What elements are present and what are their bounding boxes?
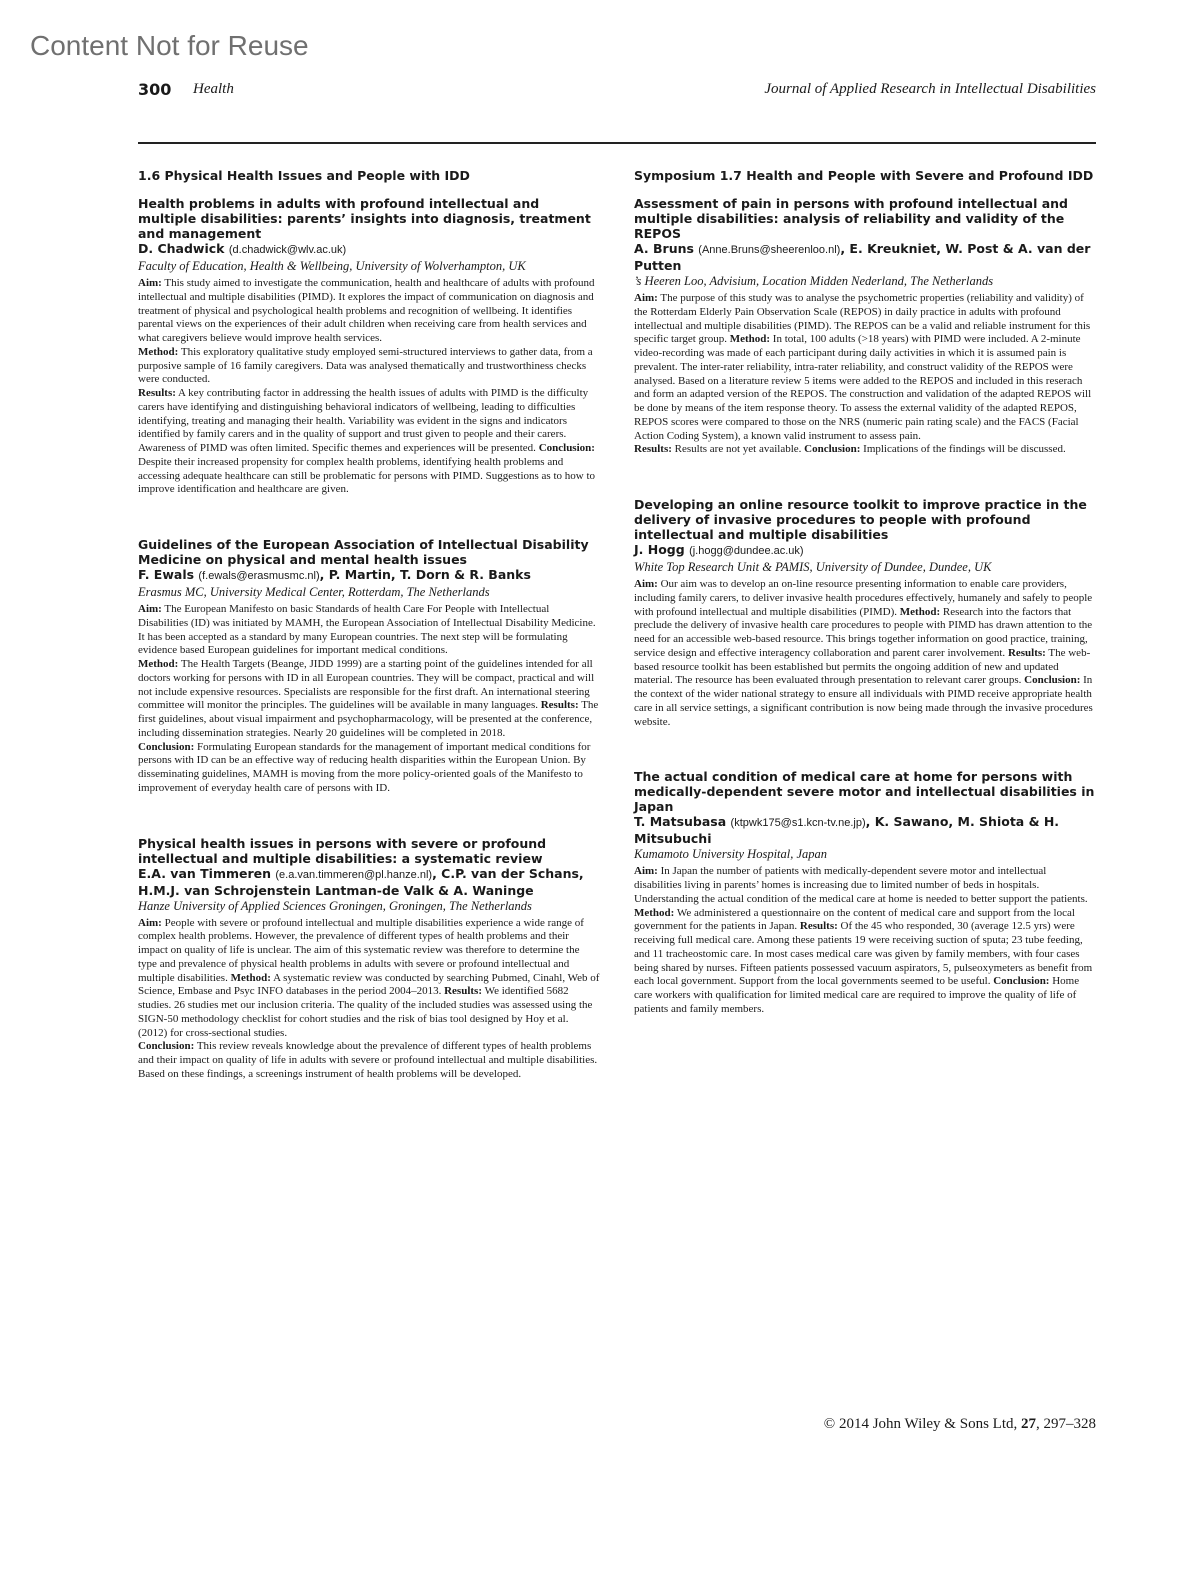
method-text: This exploratory qualitative study employed semi-structured interviews to gather data, from a purposive sample of 16 family caregivers. Data was analysed thematically and trustworthiness checks were conducted. xyxy=(138,345,593,386)
aim-text: The purpose of this study was to analyse the psychometric properties (reliability and validity) of the Rotterdam Elderly Pain Observation Scale (REPOS) in daily practice in adults with profound intellectual and multiple disabilities (PIMD). The REPOS can be a valid and reliable instrument for this specific target group. xyxy=(634,292,1091,346)
abstract-title: Health problems in adults with profound intellectual and multiple disabilities: parents’ insights into diagnosis, treatment and management xyxy=(138,196,591,241)
authors xyxy=(138,567,600,584)
aim-label: Aim: xyxy=(634,865,658,878)
results-label: Results: xyxy=(138,387,176,399)
aim-label: Aim: xyxy=(138,916,162,929)
method-label: Method: xyxy=(729,333,771,346)
results-label: Results: xyxy=(444,985,482,998)
affiliation: Hanze University of Applied Sciences Groningen, Groningen, The Netherlands xyxy=(138,898,532,913)
results-label: Results: xyxy=(634,443,672,456)
aim-label: Aim: xyxy=(634,292,658,304)
running-head-section: Health xyxy=(193,81,234,97)
results-label: Results: xyxy=(799,920,838,933)
affiliation: ’s Heeren Loo, Advisium, Location Midden Nederland, The Netherlands xyxy=(634,274,994,288)
results-text: Of the 45 who responded, 30 (average 12.5 yrs) were receiving full medical care. Among these patients 19 were receiving suction of sputa; 23 tube feeding, and 11 tracheostomic care. In most cases medical care was given by family members, with four cases being shared by nurses. Fifteen patients possessed vacuum aspirators, 5, pulseoxymeters as benefit from each local government. Support from the local governments seemed to be useful. xyxy=(634,920,1093,988)
results-text: Results are not yet available. xyxy=(674,443,802,456)
abstract-title: Developing an online resource toolkit to improve practice in the delivery of invasive procedures to people with profound intellectual and multiple disabilities xyxy=(634,497,1087,542)
abstract-bruns xyxy=(634,196,1096,457)
abstract-ewals xyxy=(138,537,600,796)
aim-text: In Japan the number of patients with medically-dependent severe motor and intellectual disabilities living in parents’ homes is increasing due to limited number of beds in hospitals. Understanding the actual condition of the medical care at home is needed to better support the patients. xyxy=(634,865,1088,905)
conclusion-label: Conclusion: xyxy=(993,975,1050,988)
conclusion-label: Conclusion: xyxy=(804,443,861,456)
affiliation: Faculty of Education, Health & Wellbeing, University of Wolverhampton, UK xyxy=(138,259,526,273)
abstract-body xyxy=(634,865,1096,1016)
conclusion-text: In the context of the wider national strategy to ensure all individuals with PIMD receive appropriate health care in all service settings, a significant contribution is now being made through the invasive procedures website. xyxy=(634,674,1093,728)
conclusion-text: Despite their increased propensity for complex health problems, identifying health problems and accessing adequate healthcare can still be problematic for persons with PIMD. Suggestions as to how to improve identification and healthcare are given. xyxy=(138,455,595,496)
abstract-body xyxy=(634,292,1096,457)
abstract-title: Guidelines of the European Association of Intellectual Disability Medicine on physical and mental health issues xyxy=(138,537,589,567)
method-text: Research into the factors that preclude the delivery of invasive health care procedures to people with PIMD has drawn attention to the need for an accessible web-based resource. This brings together information on good practice, training, service design and effective interagency collaboration and parent carer involvement. xyxy=(634,605,1093,659)
conclusion-text: Home care workers with qualification for limited medical care are required to improve the quality of life of patients and family members. xyxy=(634,975,1080,1015)
copyright-text: © 2014 John Wiley & Sons Ltd, xyxy=(823,1416,1018,1432)
aim-text: Our aim was to develop an on-line resource presenting information to enable care providers, including family carers, to deliver invasive health procedures effectively, humanely and safely to people with profound intellectual and multiple disabilities (PIMD). xyxy=(634,578,1093,618)
author-email[interactable]: (d.chadwick@wlv.ac.uk) xyxy=(228,244,347,256)
results-text: We identified 5682 studies. 26 studies met our inclusion criteria. The quality of the included studies was assessed using the SIGN-50 methodology checklist for cohort studies and the risk of bias tool designed by Hoy et al. (2012) for cross-sectional studies. xyxy=(138,985,593,1039)
aim-text: People with severe or profound intellectual and multiple disabilities experience a wide range of complex health problems. However, the prevalence of different types of health problems and their impact on quality of life is unclear. The aim of this systematic review was therefore to determine the type and prevalence of physical health problems in adults with severe or profound intellectual and multiple disabilities. xyxy=(138,916,584,984)
results-label: Results: xyxy=(540,699,579,712)
abstract-body xyxy=(138,603,600,796)
author-email[interactable]: (j.hogg@dundee.ac.uk) xyxy=(689,545,804,557)
authors xyxy=(634,542,1096,559)
abstract-van-timmeren xyxy=(138,836,600,1082)
method-text: The Health Targets (Beange, JIDD 1999) are a starting point of the guidelines intended for all doctors working for persons with ID in all European countries. They will be compact, practical and will not include expensive resources. Specialists are responsible for the first draft. An international steering committee will monitor the principles. The guidelines will be available in many languages. xyxy=(138,658,595,712)
method-text: A systematic review was conducted by searching Pubmed, Cinahl, Web of Science, Embase and Psyc INFO databases in the period 2004–2013. xyxy=(138,971,600,998)
abstract-title: Physical health issues in persons with severe or profound intellectual and multiple disabilities: a systematic review xyxy=(138,835,547,866)
other-authors: , K. Sawano, M. Shiota & H. Mitsubuchi xyxy=(634,814,1060,847)
results-text: The web-based resource toolkit has been established but permits the ongoing addition of new and updated material. The resource has been evaluated through presentation to relevant carer groups. xyxy=(634,646,1091,687)
conclusion-text: This review reveals knowledge about the prevalence of different types of health problems and their impact on quality of life in adults with severe or profound intellectual and multiple disabilities. Based on these findings, a screenings instrument of health problems will be developed. xyxy=(138,1040,598,1080)
results-text: The first guidelines, about visual impairment and psychopharmacology, will be presented at the conference, including dissemination strategies. Nearly 20 guidelines will be completed in 2018. xyxy=(138,699,599,739)
affiliation: Kumamoto University Hospital, Japan xyxy=(634,847,828,862)
affiliation: Erasmus MC, University Medical Center, Rotterdam, The Netherlands xyxy=(138,585,490,599)
abstract-hogg xyxy=(634,497,1096,729)
section-heading: Symposium 1.7 Health and People with Severe and Profound IDD xyxy=(634,168,1094,183)
page-number: 300 xyxy=(138,80,172,99)
aim-label: Aim: xyxy=(634,578,658,590)
aim-text: The European Manifesto on basic Standards of health Care For People with Intellectual Disabilities (ID) was initiated by MAMH, the European Association of Intellectual Disability Medicine. It has been accepted as a standard by many European countries. The next step will be formulating evidence based European guidelines for important medical conditions. xyxy=(138,603,596,657)
affiliation: White Top Research Unit & PAMIS, University of Dundee, Dundee, UK xyxy=(634,560,992,574)
method-label: Method: xyxy=(899,605,941,618)
author-email[interactable]: (e.a.van.timmeren@pl.hanze.nl) xyxy=(275,868,433,881)
abstract-matsubasa xyxy=(634,769,1096,1016)
aim-label: Aim: xyxy=(138,277,162,289)
page-range: , 297–328 xyxy=(1036,1416,1096,1432)
method-label: Method: xyxy=(138,658,179,670)
abstract-chadwick xyxy=(138,196,600,497)
method-label: Method: xyxy=(230,971,271,984)
abstract-body xyxy=(138,277,600,497)
right-column xyxy=(634,168,1096,1057)
lead-author: D. Chadwick xyxy=(138,241,225,256)
left-column xyxy=(138,168,600,1122)
running-head xyxy=(138,80,1096,104)
aim-text: This study aimed to investigate the communication, health and healthcare of adults with profound intellectual and multiple disabilities (PIMD). It explores the impact of communication on diagnosis and treatment of physical and psychological health problems and recognition of wellbeing. It identifies parental views on the experiences of their adult children when receiving care from health services and what caregivers believe would improve health services. xyxy=(138,277,595,344)
lead-author: F. Ewals xyxy=(138,567,195,582)
lead-author: E.A. van Timmeren xyxy=(138,865,272,881)
abstract-body xyxy=(138,917,600,1082)
aim-label: Aim: xyxy=(138,603,162,615)
method-label: Method: xyxy=(138,345,179,358)
abstract-title: The actual condition of medical care at home for persons with medically-dependent severe motor and intellectual disabilities in Japan xyxy=(634,769,1095,815)
conclusion-label: Conclusion: xyxy=(1024,674,1081,687)
lead-author: J. Hogg xyxy=(634,542,685,557)
abstract-body xyxy=(634,578,1096,729)
conclusion-label: Conclusion: xyxy=(138,740,195,753)
method-text: In total, 100 adults (>18 years) with PIMD were included. A 2-minute video-recording was made of each participant during daily activities in which it is assumed pain is prevalent. The inter-rater reliability, intra-rater reliability, and construct validity of the REPOS were analysed. Based on a literature review 5 items were added to the REPOS and included in this reserach and form an adapted version of the REPOS. The construction and validation of the adapted REPOS will be done by means of the item response theory. To assess the external validity of the adapted REPOS, REPOS scores were compared to those on the NRS (numeric pain rating scale) and the FACS (Facial Action Coding System), a known valid instrument to assess pain. xyxy=(634,333,1092,442)
authors xyxy=(634,241,1096,273)
other-authors: , E. Kreukniet, W. Post & A. van der Putten xyxy=(634,241,1091,273)
abstract-title: Assessment of pain in persons with profound intellectual and multiple disabilities: analysis of reliability and validity of the REPOS xyxy=(634,196,1068,241)
watermark: Content Not for Reuse xyxy=(30,30,309,61)
conclusion-text: Formulating European standards for the management of important medical conditions for persons with ID can be an effective way of reducing health disparities within the European Union. By disseminating guidelines, MAMH is moving from the more policy-oriented goals of the Manifesto to improvement of everyday health care of persons with ID. xyxy=(138,740,591,794)
lead-author: T. Matsubasa xyxy=(634,814,727,830)
header-rule xyxy=(138,142,1096,144)
author-email[interactable]: (Anne.Bruns@sheerenloo.nl) xyxy=(698,244,841,256)
section-heading: 1.6 Physical Health Issues and People with IDD xyxy=(138,168,470,183)
author-email[interactable]: (ktpwk175@s1.kcn-tv.ne.jp) xyxy=(730,817,866,830)
authors xyxy=(634,814,1096,846)
footer-copyright xyxy=(824,1416,1096,1433)
results-text: A key contributing factor in addressing the health issues of adults with PIMD is the difficulty carers have identifying and distinguishing behavioral indicators of wellbeing, leading to difficulties identifying, treating and managing their health. Variability was evident in the signs and indicators identified by family carers and in the quality of support and trust given to people and their carers. Awareness of PIMD was often limited. Specific themes and experiences will be presented. xyxy=(138,387,589,454)
lead-author: A. Bruns xyxy=(634,241,694,256)
volume-number: 27 xyxy=(1021,1416,1036,1432)
results-label: Results: xyxy=(1007,646,1046,659)
other-authors: , P. Martin, T. Dorn & R. Banks xyxy=(319,567,531,582)
other-authors: , C.P. van der Schans, H.M.J. van Schrojenstein Lantman-de Valk & A. Waninge xyxy=(138,865,584,898)
conclusion-text: Implications of the findings will be discussed. xyxy=(863,443,1066,456)
author-email[interactable]: (f.ewals@erasmusmc.nl) xyxy=(198,570,320,582)
method-text: We administered a questionnaire on the content of medical care and support from the local government for the patients in Japan. xyxy=(634,906,1075,933)
authors xyxy=(138,241,600,258)
method-label: Method: xyxy=(634,906,675,919)
conclusion-label: Conclusion: xyxy=(138,1040,195,1053)
conclusion-label: Conclusion: xyxy=(538,442,595,454)
authors xyxy=(138,866,600,898)
journal-name: Journal of Applied Research in Intellectual Disabilities xyxy=(764,81,1096,97)
